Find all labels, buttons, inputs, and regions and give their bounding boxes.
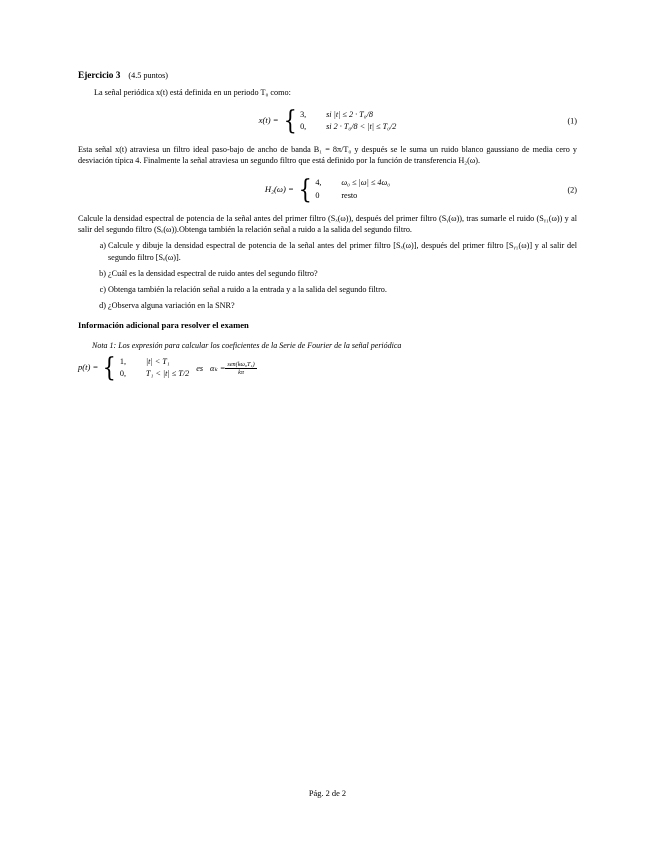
formula-case-row xyxy=(120,368,189,380)
equation-2 xyxy=(78,174,577,205)
equation-2-case-value: 4, xyxy=(315,178,322,188)
formula-case-row xyxy=(120,356,189,368)
document-body xyxy=(78,70,577,384)
equation-1 xyxy=(78,106,577,137)
exercise-intro-paragraph: La señal periódica x(t) está definida en un periodo T₀ como: xyxy=(94,87,291,97)
formula-rhs-lhs: αₖ = xyxy=(210,363,226,373)
exercise-title: Ejercicio 3 xyxy=(78,71,121,81)
equation-1-number: (1) xyxy=(567,116,577,126)
exercise-heading xyxy=(78,70,577,83)
equation-2-case-condition: ω₀ ≤ |ω| ≤ 4ω₀ xyxy=(341,178,391,188)
equation-1-case-value: 0, xyxy=(300,122,307,132)
formula-fraction-denominator: kπ xyxy=(238,368,244,376)
equation-2-body xyxy=(264,174,391,205)
equation-2-case-condition: resto xyxy=(341,190,358,200)
paragraph-calculation-request: Calcule la densidad espectral de potencia de la señal antes del primer filtro (Sₓ(ω)), después del primer filtro (Sᵧ(ω)), tras sumarle el ruido (Sᵧ₁(ω)) y al salir del segundo filtro (Sₑ(ω)).Obtenga también la relación señal a ruido a la salida del segundo filtro. xyxy=(78,213,577,235)
formula-connector: es xyxy=(196,363,204,373)
exercise-items-list xyxy=(78,240,577,311)
equation-2-case-row xyxy=(315,190,390,202)
brace-icon: { xyxy=(298,174,312,205)
formula-case-value: 0, xyxy=(119,369,127,379)
paragraph-filter-description: Esta señal x(t) atraviesa un filtro ideal paso-bajo de ancho de banda B₁ = 8π/T₀ y después se le suma un ruido blanco gaussiano de media cero y desviación típica 4. Finalmente la señal atraviesa un segundo filtro que está definido por la función de transferencia H₂(ω). xyxy=(78,145,577,166)
brace-icon: { xyxy=(283,106,297,137)
formula-fraction xyxy=(225,361,256,376)
list-item: Calcule y dibuje la densidad espectral de potencia de la señal antes del primer filtro [Sₓ(ω)], después del primer filtro [Sᵧ₁(ω)] y al salir del segundo filtro [Sₑ(ω)]. xyxy=(108,241,577,262)
formula-case-condition: |t| < T₁ xyxy=(145,356,170,366)
equation-2-case-row xyxy=(315,177,390,189)
exercise-points: (4.5 puntos) xyxy=(128,71,168,80)
equation-1-case-row xyxy=(300,121,396,133)
fourier-formula xyxy=(78,353,577,384)
page-footer: Pág. 2 de 2 xyxy=(308,789,347,798)
brace-icon: { xyxy=(103,353,117,384)
formula-case-condition: T₁ < |t| ≤ T/2 xyxy=(145,369,190,379)
equation-1-lhs: x(t) = xyxy=(258,115,279,126)
equation-2-case-value: 0 xyxy=(315,190,320,200)
equation-2-number: (2) xyxy=(567,185,577,195)
equation-1-body xyxy=(258,106,397,137)
equation-1-case-condition: si |t| ≤ 2 · T₀/8 xyxy=(326,109,373,119)
equation-2-lhs: H₂(ω) = xyxy=(264,183,294,194)
list-item: Obtenga también la relación señal a ruido a la entrada y a la salida del segundo filtro. xyxy=(108,284,387,294)
additional-info-heading: Información adicional para resolver el examen xyxy=(78,320,249,331)
list-item: ¿Observa alguna variación en la SNR? xyxy=(108,300,235,310)
formula-fraction-numerator: sen(kω₀T₁) xyxy=(227,360,255,368)
equation-1-case-condition: si 2 · T₀/8 < |t| ≤ T₀/2 xyxy=(326,122,397,132)
formula-case-value: 1, xyxy=(119,356,127,366)
equation-1-case-value: 3, xyxy=(300,109,307,119)
note-text: Nota 1: Los expresión para calcular los coeficientes de la Serie de Fourier de la señal periódica xyxy=(92,341,402,351)
list-item: ¿Cuál es la densidad espectral de ruido antes del segundo filtro? xyxy=(108,268,318,278)
equation-1-case-row xyxy=(300,109,396,121)
formula-lhs: p(t) = xyxy=(78,362,99,373)
